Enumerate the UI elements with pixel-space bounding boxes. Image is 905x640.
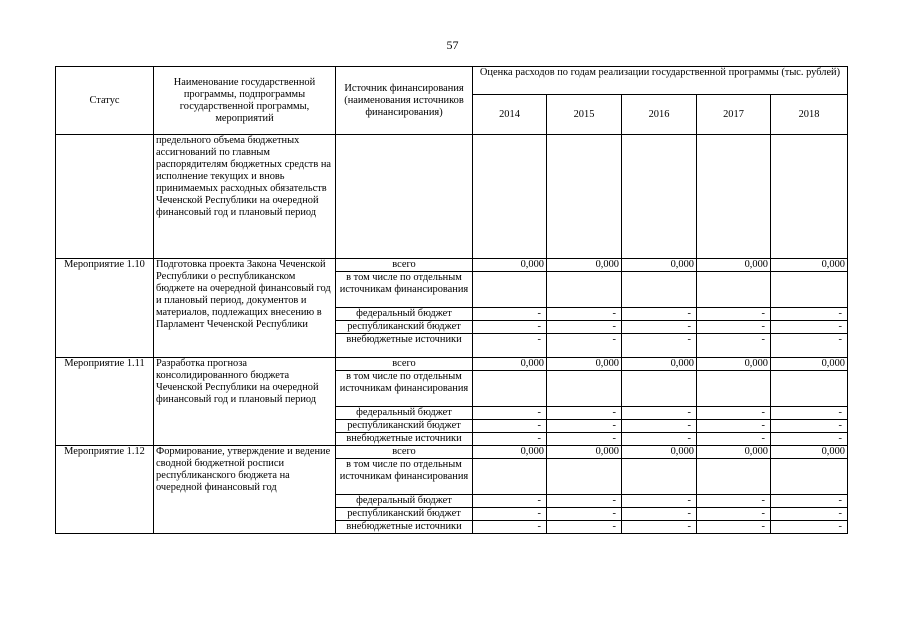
value-cell: 0,000 xyxy=(697,259,771,272)
value-cell: - xyxy=(473,495,547,508)
source-label: в том числе по отдельным источникам финансирования xyxy=(336,272,473,308)
value-cell: - xyxy=(473,420,547,433)
measure-name: Подготовка проекта Закона Чеченской Республики о республиканском бюджете на очередной финансовый год и плановый период, документов и материалов, подлежащих внесению в Парламент Чеченской Республики xyxy=(154,259,336,358)
value-cell: 0,000 xyxy=(622,259,697,272)
measure-status: Мероприятие 1.11 xyxy=(56,358,154,446)
empty-cell xyxy=(473,371,547,407)
value-cell: - xyxy=(547,420,622,433)
empty-cell xyxy=(771,272,848,308)
value-cell: 0,000 xyxy=(697,358,771,371)
source-label: федеральный бюджет xyxy=(336,407,473,420)
value-cell: - xyxy=(697,521,771,534)
empty-cell xyxy=(697,459,771,495)
value-cell: 0,000 xyxy=(771,446,848,459)
value-cell: - xyxy=(473,308,547,321)
value-cell: - xyxy=(547,334,622,358)
value-cell: - xyxy=(547,308,622,321)
value-cell: - xyxy=(622,521,697,534)
value-cell: - xyxy=(622,433,697,446)
value-cell: - xyxy=(473,407,547,420)
value-cell: - xyxy=(622,420,697,433)
value-cell: 0,000 xyxy=(473,446,547,459)
value-cell: 0,000 xyxy=(622,358,697,371)
value-cell: - xyxy=(697,308,771,321)
continuation-text: предельного объема бюджетных ассигнований по главным распорядителям бюджетных средств на исполнение текущих и вновь принимаемых расходных обязательств Чеченской Республики на очередной финансовый год и плановый период xyxy=(154,135,336,259)
value-cell: - xyxy=(622,308,697,321)
source-label: в том числе по отдельным источникам финансирования xyxy=(336,459,473,495)
source-label: в том числе по отдельным источникам финансирования xyxy=(336,371,473,407)
measure-row xyxy=(56,446,848,459)
value-cell: 0,000 xyxy=(547,259,622,272)
value-cell: - xyxy=(771,495,848,508)
value-cell: - xyxy=(473,334,547,358)
value-cell: - xyxy=(622,321,697,334)
value-cell: 0,000 xyxy=(547,358,622,371)
value-cell: - xyxy=(771,334,848,358)
value-cell: - xyxy=(473,321,547,334)
value-cell: 0,000 xyxy=(622,446,697,459)
value-cell: 0,000 xyxy=(473,358,547,371)
empty-cell xyxy=(473,272,547,308)
empty-cell xyxy=(622,272,697,308)
value-cell: - xyxy=(547,407,622,420)
value-cell: - xyxy=(622,407,697,420)
value-cell: - xyxy=(697,407,771,420)
measure-row xyxy=(56,259,848,272)
source-label: внебюджетные источники xyxy=(336,521,473,534)
measure-name: Разработка прогноза консолидированного бюджета Чеченской Республики на очередной финансовый год и плановый период xyxy=(154,358,336,446)
value-cell: 0,000 xyxy=(771,358,848,371)
empty-cell xyxy=(547,371,622,407)
page-number: 57 xyxy=(446,38,459,52)
value-cell: - xyxy=(697,495,771,508)
empty-cell xyxy=(697,371,771,407)
measure-row xyxy=(56,358,848,371)
value-cell: - xyxy=(771,321,848,334)
source-label: федеральный бюджет xyxy=(336,308,473,321)
value-cell: - xyxy=(697,508,771,521)
source-label: всего xyxy=(336,446,473,459)
empty-cell xyxy=(547,459,622,495)
empty-cell xyxy=(547,272,622,308)
empty-cell xyxy=(771,459,848,495)
source-label: внебюджетные источники xyxy=(336,433,473,446)
value-cell: 0,000 xyxy=(547,446,622,459)
header-source: Источник финансирования (наименования источников финансирования) xyxy=(336,67,473,135)
header-year: 2016 xyxy=(622,95,697,135)
value-cell: - xyxy=(547,495,622,508)
header-estimate: Оценка расходов по годам реализации государственной программы (тыс. рублей) xyxy=(473,67,848,95)
value-cell: - xyxy=(473,508,547,521)
value-cell: - xyxy=(547,521,622,534)
source-label: всего xyxy=(336,358,473,371)
empty-cell xyxy=(622,459,697,495)
source-label: всего xyxy=(336,259,473,272)
header-status: Статус xyxy=(56,67,154,135)
source-label: республиканский бюджет xyxy=(336,508,473,521)
header-name: Наименование государственной программы, подпрограммы государственной программы, мероприятий xyxy=(154,67,336,135)
value-cell: - xyxy=(771,521,848,534)
source-label: республиканский бюджет xyxy=(336,321,473,334)
value-cell: - xyxy=(697,420,771,433)
source-label: федеральный бюджет xyxy=(336,495,473,508)
value-cell: - xyxy=(771,308,848,321)
header-year: 2017 xyxy=(697,95,771,135)
empty-cell xyxy=(622,371,697,407)
value-cell: 0,000 xyxy=(473,259,547,272)
value-cell: - xyxy=(697,433,771,446)
measure-status: Мероприятие 1.10 xyxy=(56,259,154,358)
header-year: 2018 xyxy=(771,95,848,135)
value-cell: 0,000 xyxy=(697,446,771,459)
value-cell: - xyxy=(622,334,697,358)
value-cell: - xyxy=(771,433,848,446)
value-cell: 0,000 xyxy=(771,259,848,272)
source-label: республиканский бюджет xyxy=(336,420,473,433)
value-cell: - xyxy=(622,508,697,521)
measure-name: Формирование, утверждение и ведение сводной бюджетной росписи республиканского бюджета на очередной финансовый год xyxy=(154,446,336,534)
value-cell: - xyxy=(697,321,771,334)
value-cell: - xyxy=(473,521,547,534)
value-cell: - xyxy=(622,495,697,508)
header-year: 2014 xyxy=(473,95,547,135)
budget-table xyxy=(55,66,848,534)
value-cell: - xyxy=(771,407,848,420)
header-year: 2015 xyxy=(547,95,622,135)
value-cell: - xyxy=(547,508,622,521)
value-cell: - xyxy=(547,433,622,446)
measure-status: Мероприятие 1.12 xyxy=(56,446,154,534)
empty-cell xyxy=(473,459,547,495)
value-cell: - xyxy=(771,508,848,521)
value-cell: - xyxy=(697,334,771,358)
value-cell: - xyxy=(771,420,848,433)
continuation-row xyxy=(56,135,848,259)
value-cell: - xyxy=(547,321,622,334)
empty-cell xyxy=(771,371,848,407)
value-cell: - xyxy=(473,433,547,446)
source-label: внебюджетные источники xyxy=(336,334,473,358)
empty-cell xyxy=(697,272,771,308)
